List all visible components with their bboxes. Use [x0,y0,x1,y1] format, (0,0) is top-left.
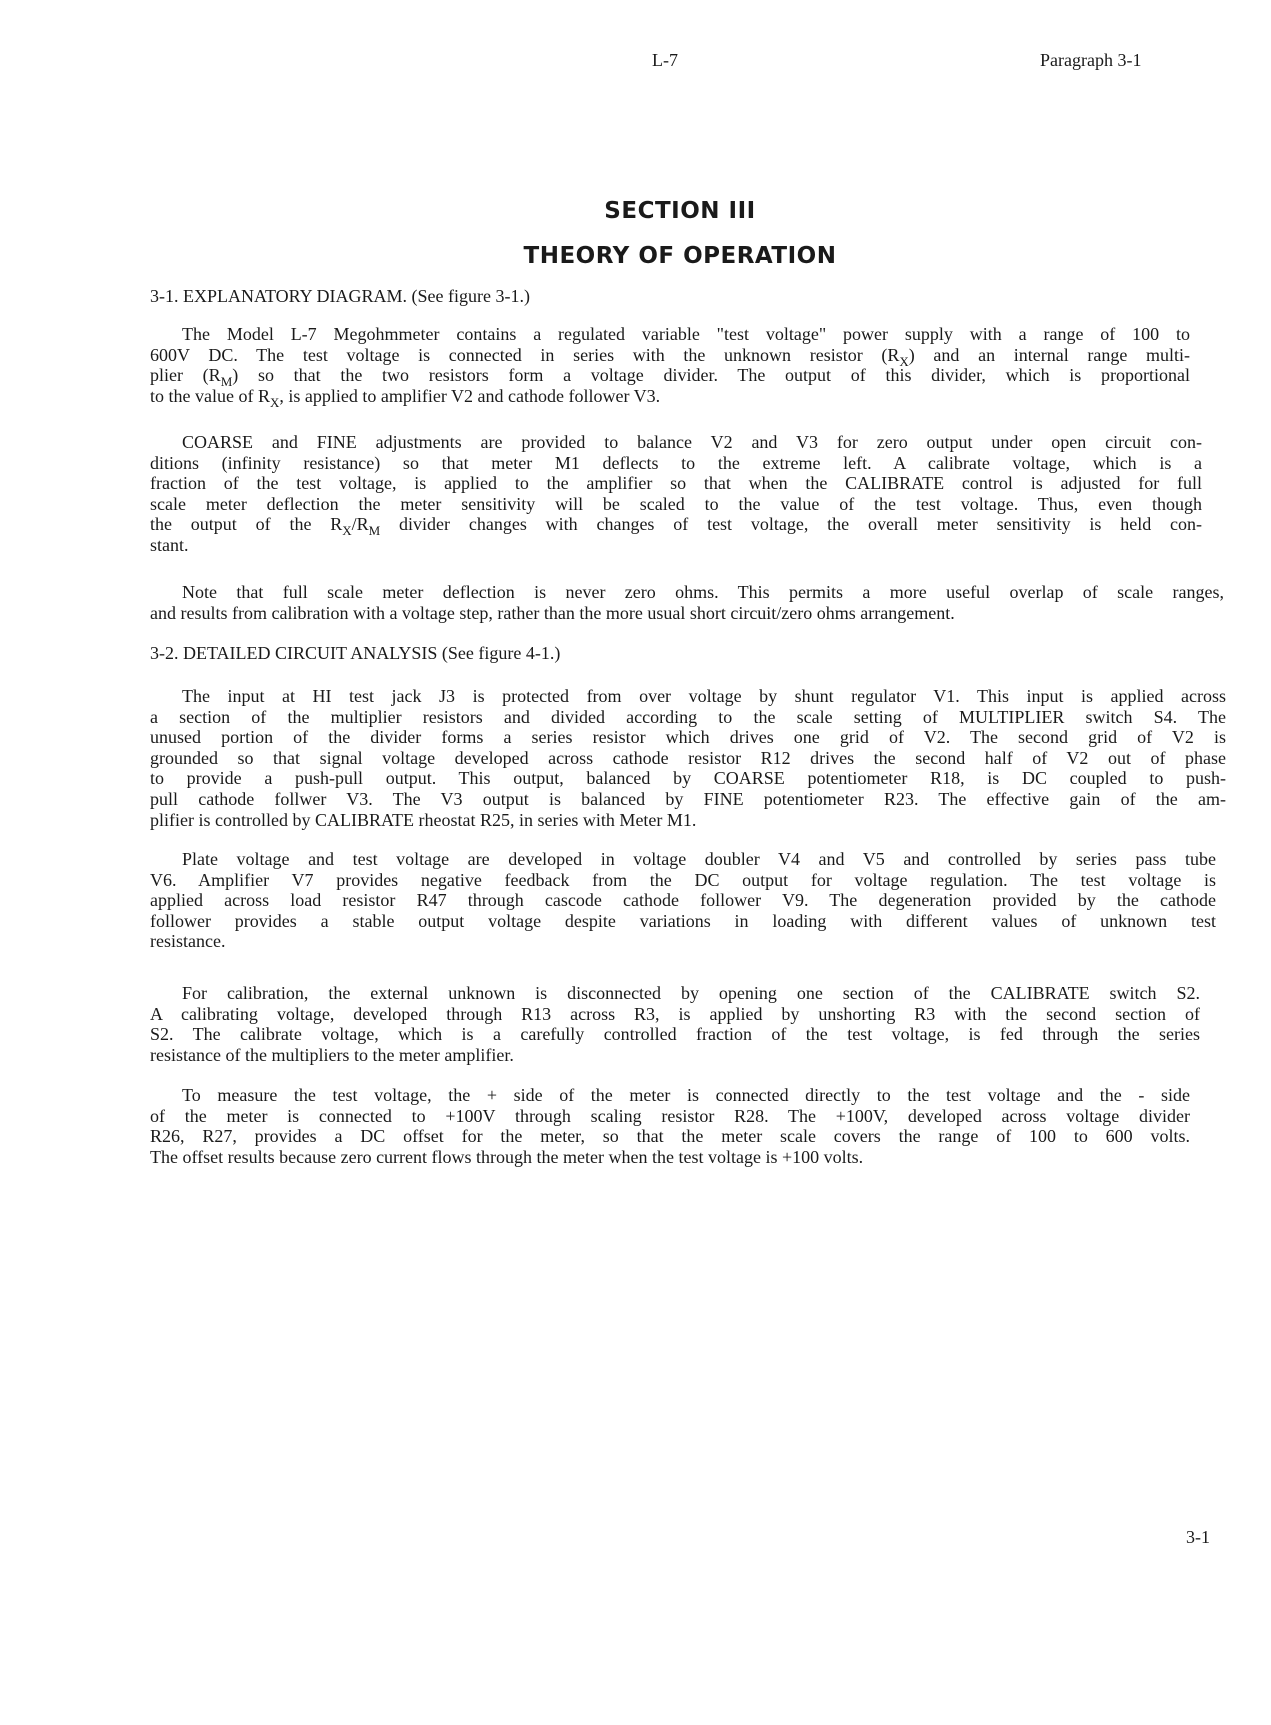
text-segment: V6. Amplifier V7 provides negative feedback from the DC output for voltage regulation. The test voltage is [150,869,1216,890]
text-line [150,603,1224,624]
text-segment: a section of the multiplier resistors and divided according to the scale setting of MULTIPLIER switch S4. The [150,706,1226,727]
subscript: X [899,353,909,369]
text-line [150,727,1226,748]
text-line [150,432,1202,453]
text-segment: plifier is controlled by CALIBRATE rheostat R25, in series with Meter M1. [150,809,697,830]
text-line [150,707,1226,728]
text-line [150,344,1191,369]
text-segment: divider changes with changes of test voltage, the overall meter sensitivity is held con- [380,514,1203,535]
section-number: SECTION III [604,198,756,224]
text-segment: Plate voltage and test voltage are developed in voltage doubler V4 and V5 and controlled by series pass tube [182,849,1216,869]
paragraph-explanatory-1 [150,324,1191,410]
text-segment: The offset results because zero current flows through the meter when the test voltage is +100 volts. [150,1146,864,1167]
text-line [150,473,1202,494]
text-segment: grounded so that signal voltage developed across cathode resistor R12 drives the second half of V2 out of phase [150,747,1226,768]
text-line [150,494,1202,515]
text-line [150,911,1216,932]
text-segment: to the value of R [150,385,270,406]
paragraph-circuit-3 [150,983,1200,1065]
paragraph-circuit-4 [150,1085,1190,1167]
text-segment: Note that full scale meter deflection is never zero ohms. This permits a more useful overlap of scale ranges, [182,582,1224,602]
text-segment: The Model L-7 Megohmmeter contains a regulated variable "test voltage" power supply with a range of 100 to [182,324,1190,344]
text-line [150,686,1226,707]
text-segment: plier (R [150,365,221,386]
text-segment: fraction of the test voltage, is applied to the amplifier so that when the CALIBRATE control is adjusted for full [150,473,1202,494]
heading-3-1: 3-1. EXPLANATORY DIAGRAM. (See figure 3-1.) [150,286,530,306]
text-line [150,1106,1190,1127]
text-line [150,1004,1200,1025]
text-segment: ) so that the two resistors form a voltage divider. The output of this divider, which is proportional [232,365,1190,386]
text-line [150,365,1190,390]
text-line [150,810,1226,831]
text-line [150,748,1226,769]
text-segment: stant. [150,534,189,555]
text-line [150,1147,1190,1168]
text-segment: The input at HI test jack J3 is protected from over voltage by shunt regulator V1. This input is applied across [182,686,1226,706]
text-line [150,931,1216,952]
text-segment: S2. The calibrate voltage, which is a carefully controlled fraction of the test voltage, is fed through the series [150,1024,1200,1045]
paragraph-explanatory-3 [150,582,1224,623]
text-line [150,514,1203,539]
text-line [150,582,1224,603]
paragraph-circuit-2 [150,849,1216,952]
text-line [150,983,1200,1004]
text-segment: R26, R27, provides a DC offset for the meter, so that the meter scale covers the range of 100 to 600 volts. [150,1126,1190,1147]
text-line [150,385,1190,410]
text-segment: resistance of the multipliers to the meter amplifier. [150,1044,514,1065]
text-segment: ) and an internal range multi- [908,344,1191,365]
text-line [150,849,1216,870]
text-segment: For calibration, the external unknown is disconnected by opening one section of the CALIBRATE switch S2. [182,983,1200,1003]
text-segment: follower provides a stable output voltage despite variations in loading with different values of unknown test [150,910,1216,931]
text-segment: resistance. [150,931,226,952]
text-segment: applied across load resistor R47 through cascode cathode follower V9. The degeneration provided by the cathode [150,890,1216,911]
text-line [150,1085,1190,1106]
text-segment: the output of the R [150,514,343,535]
subscript: X [269,394,280,410]
text-segment: of the meter is connected to +100V through scaling resistor R28. The +100V, developed across voltage divider [150,1105,1190,1126]
heading-3-2: 3-2. DETAILED CIRCUIT ANALYSIS (See figure 4-1.) [150,643,561,663]
text-line [150,789,1226,810]
text-segment: unused portion of the divider forms a series resistor which drives one grid of V2. The second grid of V2 is [150,727,1226,748]
text-segment: to provide a push-pull output. This output, balanced by COARSE potentiometer R18, is DC coupled to push- [150,768,1226,789]
text-segment: 600V DC. The test voltage is connected in series with the unknown resistor (R [150,344,900,365]
header-model: L-7 [652,50,678,70]
paragraph-circuit-1 [150,686,1226,830]
text-line [150,1045,1200,1066]
text-line [150,453,1202,474]
text-line [150,890,1216,911]
text-segment: To measure the test voltage, the + side of the meter is connected directly to the test voltage and the - side [182,1085,1190,1105]
paragraph-explanatory-2 [150,432,1202,556]
text-line [150,870,1216,891]
text-line [150,768,1226,789]
page-number: 3-1 [1186,1527,1210,1547]
subscript: M [368,523,381,539]
text-segment: and results from calibration with a voltage step, rather than the more usual short circuit/zero ohms arrangement. [150,602,955,623]
text-line [150,324,1190,345]
subscript: X [342,523,352,539]
text-segment: ditions (infinity resistance) so that meter M1 deflects to the extreme left. A calibrate voltage, which is a [150,452,1202,473]
text-line [150,1126,1190,1147]
text-line [150,535,1202,556]
subscript: M [220,374,233,390]
text-segment: pull cathode follwer V3. The V3 output is balanced by FINE potentiometer R23. The effective gain of the am- [150,788,1226,809]
text-segment: /R [351,514,369,535]
text-segment: , is applied to amplifier V2 and cathode follower V3. [279,385,661,406]
text-segment: A calibrating voltage, developed through R13 across R3, is applied by unshorting R3 with the second section of [150,1003,1200,1024]
text-segment: COARSE and FINE adjustments are provided to balance V2 and V3 for zero output under open circuit con- [182,432,1202,452]
text-segment: scale meter deflection the meter sensitivity will be scaled to the value of the test voltage. Thus, even though [150,493,1202,514]
section-title: THEORY OF OPERATION [523,243,837,269]
text-line [150,1024,1200,1045]
header-paragraph: Paragraph 3-1 [1040,50,1142,70]
